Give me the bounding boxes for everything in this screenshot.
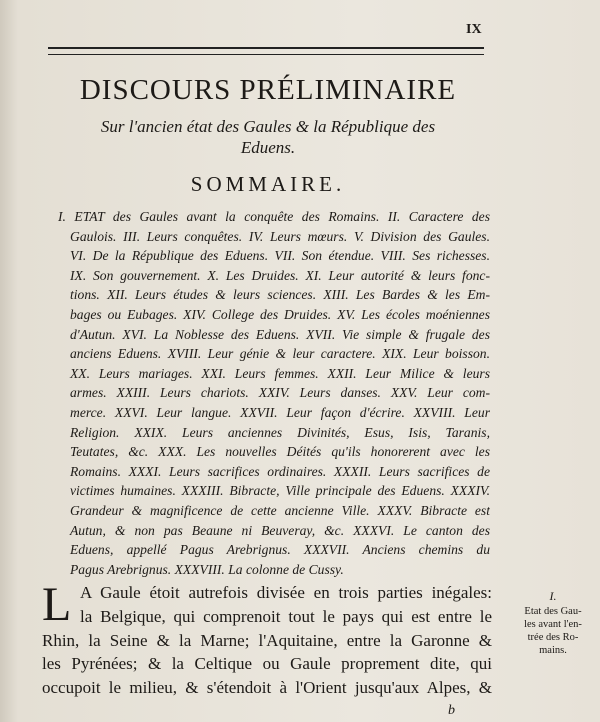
margin-note <box>512 590 594 657</box>
body-paragraph <box>42 581 492 700</box>
body-line: les Pyrénées; & la Celtique ou Gaule proprement dite, qui <box>42 654 492 674</box>
margin-note-line: Etat des Gau- <box>524 606 582 617</box>
summary-line: Gaulois. III. Leurs conquêtes. IV. Leurs mœurs. V. Division des Gaules. <box>70 228 490 244</box>
page-title: DISCOURS PRÉLIMINAIRE <box>79 74 457 106</box>
drop-cap: L <box>42 583 72 627</box>
section-heading: SOMMAIRE. <box>190 172 346 196</box>
body-line: occupoit le milieu, & s'étendoit à l'Orient jusqu'aux Alpes, & <box>42 678 492 698</box>
page-number: IX <box>466 22 482 37</box>
summary-line: Pagus Arebrignus. XXXVIII. La colonne de Cussy. <box>70 561 344 577</box>
signature-mark: b <box>448 703 455 718</box>
margin-note-line: mains. <box>539 645 567 656</box>
margin-note-line: les avant l'en- <box>524 619 582 630</box>
summary-line: tions. XII. Leurs études & leurs sciences. XIII. Les Bardes & les Em- <box>70 287 490 303</box>
summary-line: Romains. XXXI. Leurs sacrifices ordinaires. XXXII. Leurs sacrifices de <box>70 463 490 479</box>
body-line: Rhin, la Seine & la Marne; l'Aquitaine, entre la Garonne & <box>42 630 492 650</box>
summary-line: Religion. XXIX. Leurs anciennes Divinités, Esus, Isis, Taranis, <box>70 424 490 440</box>
body-line: A Gaule étoit autrefois divisée en trois parties inégales: <box>80 583 492 602</box>
summary-line: armes. XXIII. Leurs chariots. XXIV. Leurs danses. XXV. Leur com- <box>70 385 490 401</box>
summary-line: XX. Leurs mariages. XXI. Leurs femmes. XXII. Leur Milice & leurs <box>70 365 490 381</box>
summary-line: Eduens, appellé Pagus Arebrignus. XXXVII. Anciens chemins du <box>70 542 490 558</box>
margin-note-number: I. <box>549 589 557 603</box>
subtitle-line: Eduens. <box>240 138 296 157</box>
subtitle-line: Sur l'ancien état des Gaules & la République des <box>100 117 436 136</box>
summary-line: Teutates, &c. XXX. Les nouvelles Déités qu'ils honorerent avec les <box>70 444 490 460</box>
summary-line: bages ou Eubages. XIV. College des Druides. XV. Les écoles moéniennes <box>70 306 490 322</box>
summary-line: IX. Son gouvernement. X. Les Druides. XI. Leur autorité & leurs fonc- <box>70 267 490 283</box>
summary-line: anciens Eduens. XVIII. Leur génie & leur caractere. XIX. Leur boisson. <box>70 346 490 362</box>
margin-note-line: trée des Ro- <box>527 632 579 643</box>
summary-line: victimes humaines. XXXIII. Bibracte, Ville principale des Eduens. XXXIV. <box>70 483 490 499</box>
summary-line: VI. De la République des Eduens. VII. Son étendue. VIII. Ses richesses. <box>70 248 490 264</box>
summary-line: d'Autun. XVI. La Noblesse des Eduens. XVII. Vie simple & frugale des <box>70 326 490 342</box>
subtitle <box>58 116 478 158</box>
summary-block <box>58 207 490 579</box>
header-rule <box>48 47 484 55</box>
summary-line: Grandeur & magnificence de cette ancienne Ville. XXXV. Bibracte est <box>70 502 490 518</box>
summary-line: Autun, & non pas Beaune ni Beuveray, &c. XXXVI. Le canton des <box>70 522 490 538</box>
body-line: la Belgique, qui comprenoit tout le pays qui est entre le <box>80 606 492 626</box>
summary-line: I. ETAT des Gaules avant la conquête des Romains. II. Caractere des <box>58 209 490 224</box>
summary-line: merce. XXVI. Leur langue. XXVII. Leur façon d'écrire. XXVIII. Leur <box>70 404 490 420</box>
